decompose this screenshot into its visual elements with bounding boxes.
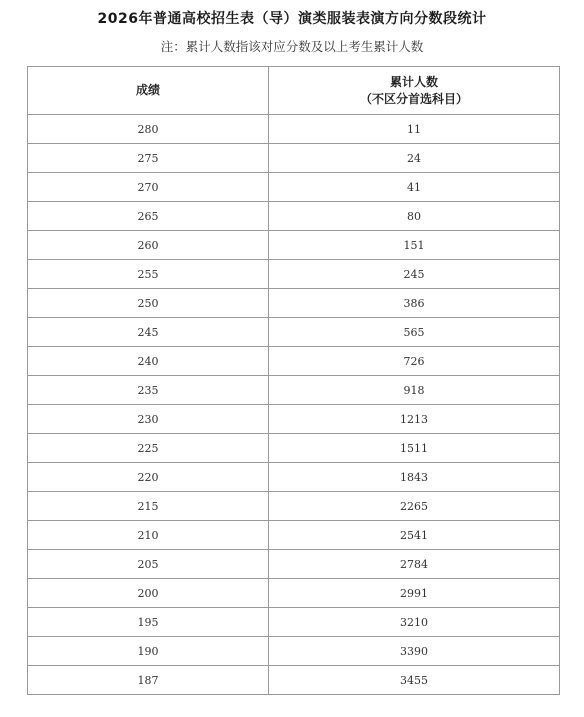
cell-score: 270 [28,173,269,202]
cell-score: 240 [28,347,269,376]
cell-cumulative-count: 2784 [269,550,560,579]
cell-score: 245 [28,318,269,347]
cell-score: 210 [28,521,269,550]
table-row [28,260,560,289]
cell-cumulative-count: 3455 [269,666,560,695]
cell-score: 260 [28,231,269,260]
header-cumulative-line1: 累计人数 [389,74,438,89]
cell-cumulative-count: 11 [269,115,560,144]
table-row [28,463,560,492]
cell-score: 195 [28,608,269,637]
cell-cumulative-count: 386 [269,289,560,318]
score-distribution-table [27,66,560,695]
table-row [28,637,560,666]
cell-cumulative-count: 245 [269,260,560,289]
cell-cumulative-count: 2991 [269,579,560,608]
table-row [28,173,560,202]
cell-cumulative-count: 726 [269,347,560,376]
header-score: 成绩 [28,67,269,115]
table-header-row [28,67,560,115]
cell-score: 225 [28,434,269,463]
cell-score: 205 [28,550,269,579]
cell-score: 280 [28,115,269,144]
cell-cumulative-count: 1511 [269,434,560,463]
table-row [28,376,560,405]
table-row [28,521,560,550]
table-row [28,492,560,521]
cell-cumulative-count: 3390 [269,637,560,666]
cell-cumulative-count: 565 [269,318,560,347]
table-note: 注：累计人数指该对应分数及以上考生累计人数 [160,39,424,54]
cell-cumulative-count: 918 [269,376,560,405]
cell-score: 255 [28,260,269,289]
cell-score: 230 [28,405,269,434]
cell-score: 190 [28,637,269,666]
cell-cumulative-count: 1843 [269,463,560,492]
cell-cumulative-count: 2265 [269,492,560,521]
cell-cumulative-count: 151 [269,231,560,260]
table-row [28,579,560,608]
table-row [28,608,560,637]
cell-score: 200 [28,579,269,608]
cell-cumulative-count: 1213 [269,405,560,434]
cell-score: 235 [28,376,269,405]
table-row [28,347,560,376]
header-cumulative [269,67,560,115]
table-row [28,434,560,463]
cell-score: 250 [28,289,269,318]
table-row [28,550,560,579]
table-row [28,289,560,318]
cell-score: 187 [28,666,269,695]
cell-score: 215 [28,492,269,521]
cell-score: 220 [28,463,269,492]
header-cumulative-line2: （不区分首选科目） [359,91,468,106]
cell-score: 265 [28,202,269,231]
table-row [28,144,560,173]
cell-score: 275 [28,144,269,173]
cell-cumulative-count: 41 [269,173,560,202]
table-row [28,666,560,695]
cell-cumulative-count: 2541 [269,521,560,550]
cell-cumulative-count: 3210 [269,608,560,637]
cell-cumulative-count: 24 [269,144,560,173]
cell-cumulative-count: 80 [269,202,560,231]
table-row [28,318,560,347]
table-row [28,202,560,231]
table-row [28,231,560,260]
table-row [28,405,560,434]
table-body [28,115,560,695]
table-row [28,115,560,144]
page-title: 2026年普通高校招生表（导）演类服装表演方向分数段统计 [97,11,487,27]
